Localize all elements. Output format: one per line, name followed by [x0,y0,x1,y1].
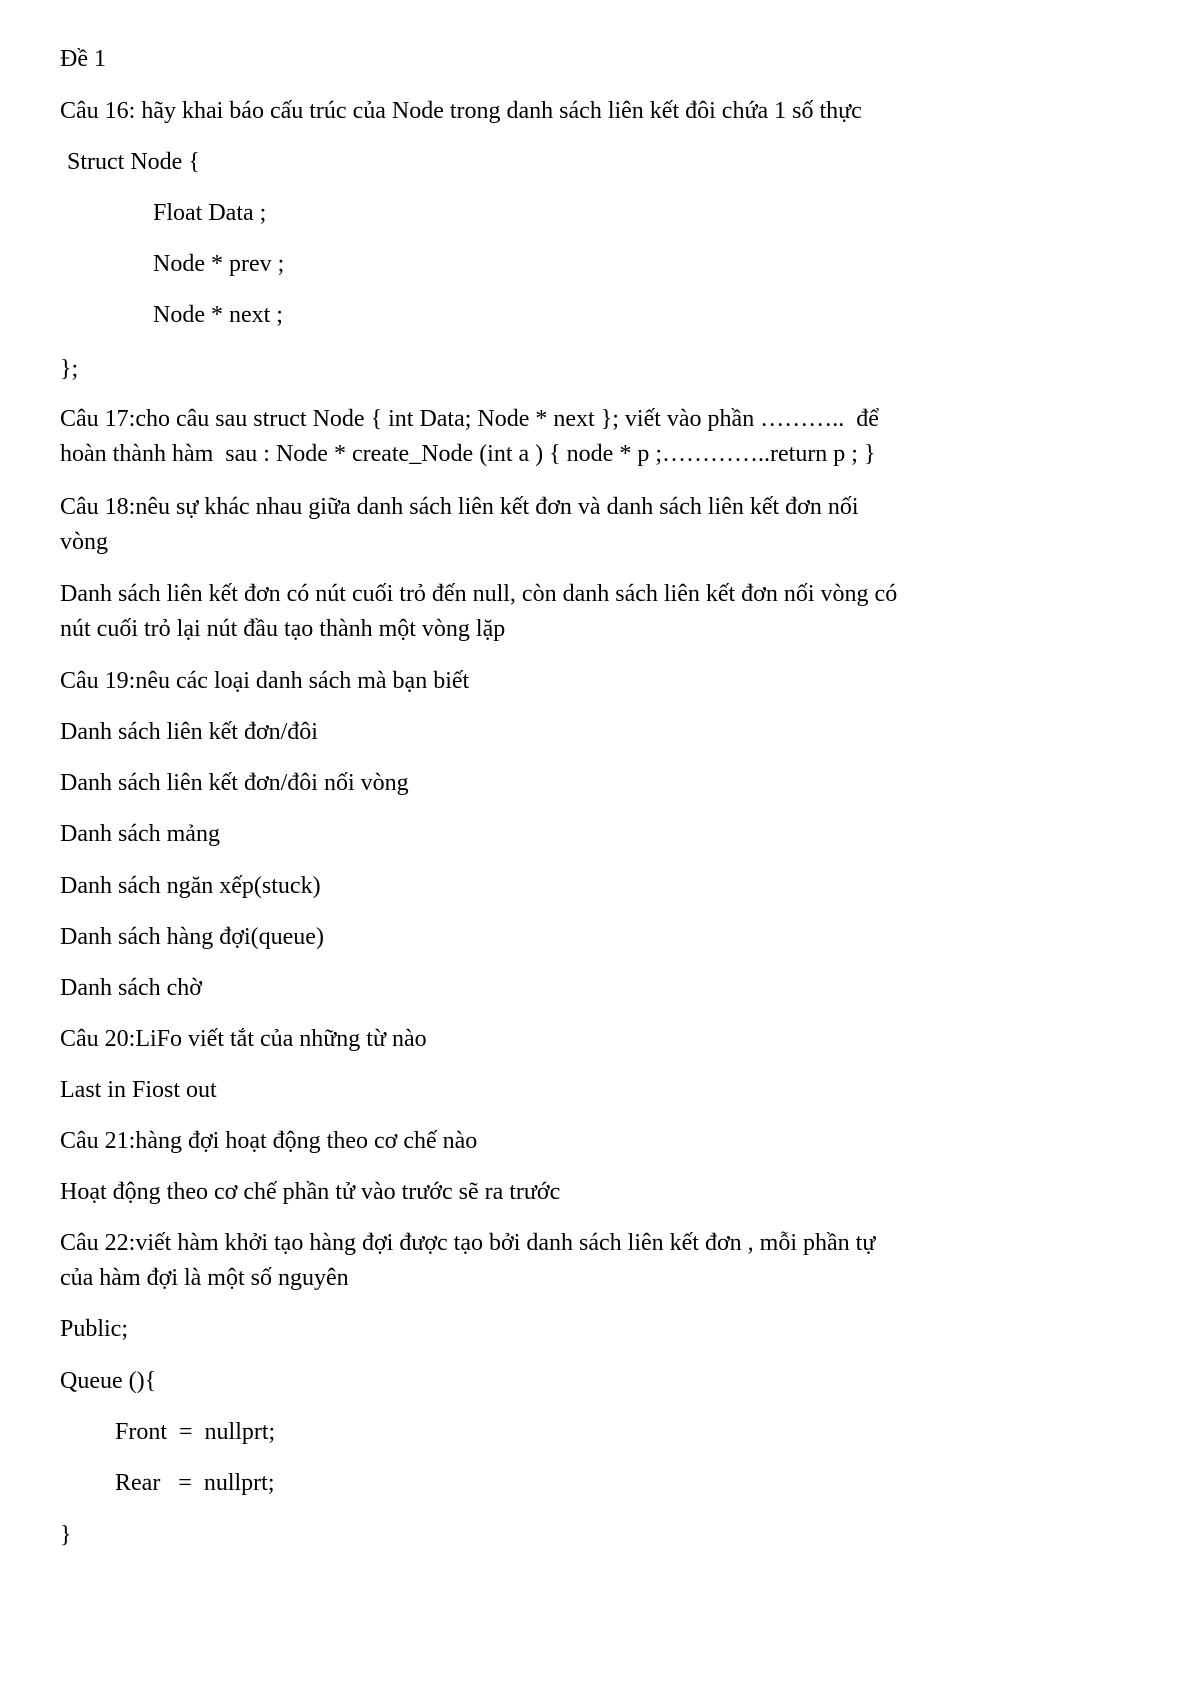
answer-18-line: Danh sách liên kết đơn có nút cuối trỏ đến null, còn danh sách liên kết đơn nối vòng có [60,581,898,607]
question-21: Câu 21:hàng đợi hoạt động theo cơ chế nào [60,1128,478,1154]
answer-19-item: Danh sách mảng [60,821,220,847]
document-heading: Đề 1 [60,46,106,72]
question-20: Câu 20:LiFo viết tắt của những từ nào [60,1026,427,1052]
answer-19-item: Danh sách ngăn xếp(stuck) [60,873,321,899]
answer-19-item: Danh sách liên kết đơn/đôi nối vòng [60,770,409,796]
answer-19-item: Danh sách chờ [60,975,202,1001]
question-22-line: Câu 22:viết hàm khởi tạo hàng đợi được tạo bởi danh sách liên kết đơn , mỗi phần tự [60,1230,876,1256]
code-line: Node * prev ; [153,251,285,277]
code-line: Rear = nullprt; [115,1470,275,1496]
code-line: Front = nullprt; [115,1419,276,1445]
question-17-line: Câu 17:cho câu sau struct Node { int Data; Node * next }; viết vào phần ……….. để [60,406,879,432]
question-18-line: vòng [60,529,108,555]
code-line: Struct Node { [67,149,200,175]
answer-20: Last in Fiost out [60,1077,217,1103]
code-line: Public; [60,1316,129,1342]
question-18-line: Câu 18:nêu sự khác nhau giữa danh sách liên kết đơn và danh sách liên kết đơn nối [60,494,859,520]
question-16: Câu 16: hãy khai báo cấu trúc của Node trong danh sách liên kết đôi chứa 1 số thực [60,98,862,124]
code-line: Node * next ; [153,302,283,328]
question-19: Câu 19:nêu các loại danh sách mà bạn biết [60,668,470,694]
answer-18-line: nút cuối trỏ lại nút đầu tạo thành một vòng lặp [60,616,506,642]
code-line: Float Data ; [153,200,267,226]
code-line: Queue (){ [60,1368,157,1394]
answer-19-item: Danh sách hàng đợi(queue) [60,924,324,950]
code-line: } [60,1522,72,1548]
question-22-line: của hàm đợi là một số nguyên [60,1265,349,1291]
answer-19-item: Danh sách liên kết đơn/đôi [60,719,318,745]
code-line: }; [60,356,79,382]
answer-21: Hoạt động theo cơ chế phần tử vào trước sẽ ra trước [60,1179,561,1205]
question-17-line: hoàn thành hàm sau : Node * create_Node (int a ) { node * p ;…………..return p ; } [60,441,876,467]
